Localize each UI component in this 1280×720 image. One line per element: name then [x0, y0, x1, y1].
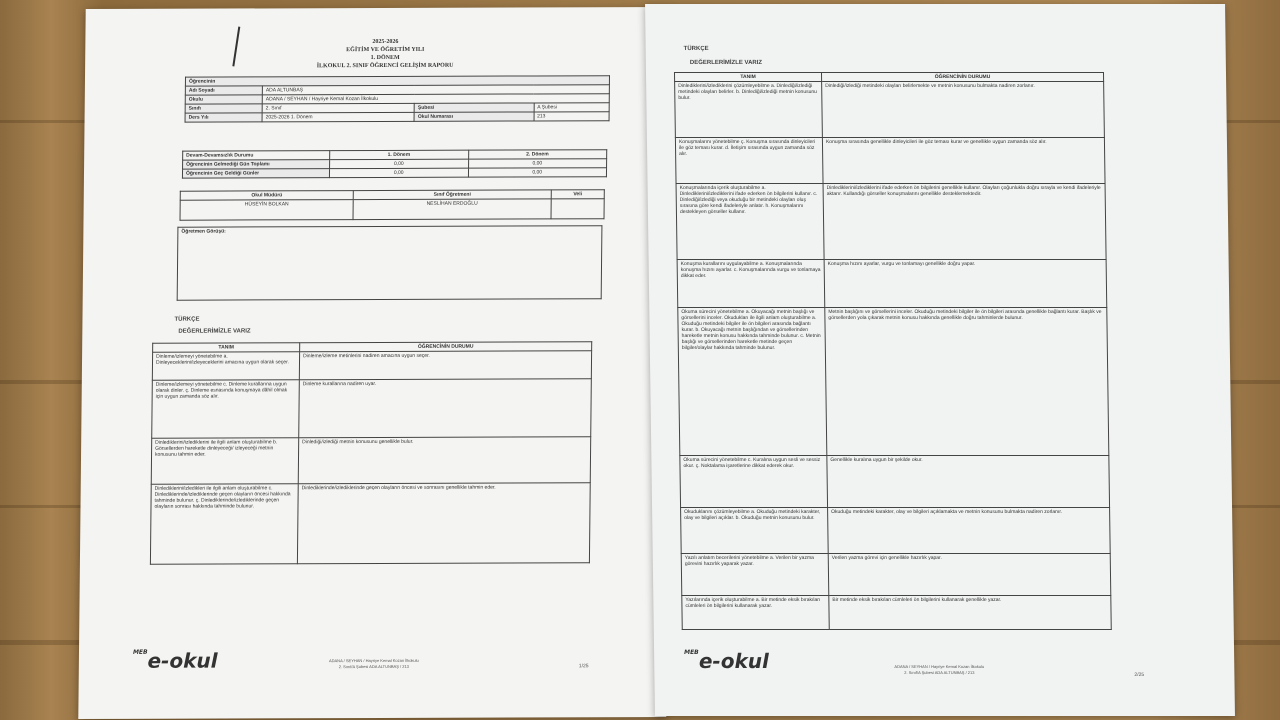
- class-value: 2. Sınıf: [262, 103, 414, 113]
- logo-sup: MEB: [684, 649, 699, 656]
- teacher-label: Sınıf Öğretmeni: [353, 190, 551, 200]
- logo-text: e-okul: [698, 649, 770, 673]
- row-status: Genellikle kuralına uygun bir şekilde okur.: [827, 456, 1110, 508]
- row-definition: Okuduklarını çözümleyebilme a. Okuduğu metindeki karakter, olay ve bilgileri açıklar. b. Okuduğu metnin konusunu bulur.: [681, 508, 829, 554]
- page-footer: [299, 658, 449, 671]
- row-definition: Dinlediklerini/izlediklerini ile ilgili anlam oluşturabilme b. Görsellerden hareketle dinleyeceği/ izleyeceği metnin konusunu tahmin eder.: [151, 438, 298, 485]
- row-definition: Dinlediklerini/izlediklerini çözümleyebilme a. Dinlediği/izlediği metindeki olayları belirler. b. Dinlediği/izlediği metnin konusunu bulur.: [675, 82, 823, 138]
- teacher-name: NESLİHAN ERDOĞLU: [353, 199, 551, 220]
- logo-text: e-okul: [147, 648, 218, 673]
- page-number: 1/25: [578, 663, 589, 670]
- name-value: ADA ALTUNBAŞ: [262, 85, 609, 95]
- row-definition: Yazılarında içerik oluşturabilme a. Bir metinde eksik bırakılan cümleleri ön bilgilerini kullanarak yazar.: [682, 596, 829, 630]
- col-status: ÖĞRENCİNİN DURUMU: [821, 73, 1103, 82]
- row-status: Okuduğu metindeki karakter, olay ve bilgileri açıklamakta ve metnin konusunu bulmakta nadiren zorlanır.: [828, 508, 1111, 554]
- absent-days-term1: 0,00: [330, 159, 469, 168]
- e-okul-logo: [684, 649, 769, 673]
- header-term: 1. DÖNEM: [370, 54, 400, 62]
- parent-signature: [551, 199, 604, 219]
- row-status: Dinlediklerinde/izlediklerinde geçen olayların öncesi ve sonrasını genellikle tahmin eder.: [297, 483, 590, 564]
- row-status: Konuşma sırasında genellikle dinleyicileri ile göz teması kurar ve genellikle uygun zamanda söz alır.: [822, 138, 1105, 184]
- class-label: Sınıfı: [185, 104, 262, 113]
- row-definition: Konuşmalarında içerik oluşturabilme a. Dinlediklerini/izlediklerini ifade ederken ön bilgilerini kullanır. c. Dinlediği/izlediği veya okuduğu bir metindeki olayları oluş sırasına göre kendi ifadeleriyle anlatır. h. Konuşmalarını destekleyen görseller kullanır.: [676, 184, 824, 260]
- branch-label: Şubesi: [414, 103, 533, 112]
- row-definition: Konuşma kurallarını uygulayabilme a. Konuşmalarında konuşma hızını ayarlar. c. Konuşmalarında vurgu ve tonlamaya dikkat eder.: [677, 260, 825, 308]
- student-info-table: [185, 75, 610, 122]
- principal-label: Okul Müdürü: [180, 191, 353, 201]
- col-definition: TANIM: [153, 343, 300, 353]
- teacher-opinion-box: [177, 225, 603, 300]
- header-year: 2025-2026: [372, 38, 399, 46]
- absent-days-term2: 0,00: [468, 159, 607, 168]
- attendance-col2: 2. Dönem: [468, 150, 607, 159]
- footer-school: ADANA / SEYHAN / Hayriye Kemal Kozan İlkokulu: [328, 657, 419, 664]
- parent-label: Veli: [551, 190, 604, 199]
- row-status: Bir metinde eksik bırakılan cümleleri ön bilgilerini kullanarak genellikle yazar.: [829, 596, 1111, 630]
- attendance-col1: 1. Dönem: [330, 150, 469, 159]
- subsection-title: DEĞERLERİMİZLE VARIZ: [178, 328, 251, 335]
- row-definition: Dinleme/izlemeyi yönetebilme a. Dinleyeceklerini/izleyeceklerini amacına uygun olarak seçer.: [152, 352, 299, 381]
- subsection-title: DEĞERLERİMİZLE VARIZ: [689, 60, 763, 66]
- subject-title: TÜRKÇE: [683, 46, 709, 52]
- year-value: 2025-2026 1. Dönem: [262, 112, 414, 122]
- late-days-label: Öğrencinin Geç Geldiği Günler: [182, 169, 329, 179]
- e-okul-logo: [133, 649, 218, 673]
- report-page-1: [78, 7, 673, 719]
- row-status: Dinlediği/izlediği metindeki olayları belirlemekte ve metnin konusunu bulmakta nadiren zorlanır.: [822, 82, 1105, 138]
- branch-value: A Şubesi: [534, 103, 610, 112]
- page-footer: [864, 664, 1014, 676]
- teacher-opinion-label: Öğretmen Görüşü:: [177, 226, 602, 300]
- late-days-term1: 0,00: [329, 168, 468, 177]
- header-edu-year: EĞİTİM VE ÖĞRETİM YILI: [346, 46, 425, 54]
- row-status: Dinleme/izleme metinlerini nadiren amacına uygun seçer.: [299, 351, 591, 380]
- row-definition: Okuma sürecini yönetebilme a. Okuyacağı metnin başlığı ve görsellerini inceler. Okudukları ile ilgili anlam oluşturabilme a. Okuduğu metindeki bilgiler ile ön bilgileri arasında bağlantı kurar. b. Okuyacağı metnin başlığından ve görsellerinden hareketle metnin konusu hakkında tahminde bulunur. c. Metnin başlığı ve görsellerinden hareketle metinde geçen bilgiler/olaylar hakkında tahminde bulunur.: [678, 308, 827, 456]
- attendance-table: [182, 149, 607, 178]
- row-status: Metnin başlığını ve görsellerini inceler. Okuduğu metindeki bilgiler ile ön bilgileri arasında genellikle bağlantı kurar. Başlık ve görsellerden yola çıkarak metnin konusu hakkında genellikle doğru tahminlerde bulunur.: [825, 308, 1109, 456]
- row-status: Dinlediği/izlediği metnin konusunu genellikle bulur.: [298, 437, 590, 484]
- late-days-term2: 0,00: [468, 168, 607, 177]
- row-status: Verilen yazma görevi için genellikle hazırlık yapar.: [828, 554, 1111, 596]
- footer-student: 2. Sınıf/A Şubesi ADA ALTUNBAŞ / 213: [904, 670, 975, 675]
- report-header: [235, 37, 535, 70]
- row-status: Dinleme kurallarına nadiren uyar.: [299, 379, 592, 438]
- number-value: 213: [534, 112, 610, 121]
- row-status: Dinlediklerini/izlediklerini ifade ederken ön bilgilerini genellikle kullanır. Olayları çoğunlukla doğru sırayla ve kendi ifadeleriyle aktarır. Kullandığı görseller konuşmalarını genellikle desteklemektedir.: [823, 184, 1106, 260]
- footer-student: 2. Sınıf/A Şubesi ADA ALTUNBAŞ / 213: [338, 663, 409, 670]
- school-value: ADANA / SEYHAN / Hayriye Kemal Kozan İlkokulu: [262, 94, 609, 104]
- signature-table: [179, 189, 604, 220]
- col-definition: TANIM: [674, 73, 821, 82]
- year-label: Ders Yılı: [185, 113, 262, 122]
- col-status: ÖĞRENCİNİN DURUMU: [300, 342, 592, 352]
- name-label: Adı Soyadı: [185, 86, 262, 95]
- footer-school: ADANA / SEYHAN / Hayriye Kemal Kozan İlkokulu: [894, 664, 985, 669]
- row-status: Konuşma hızını ayarlar, vurgu ve tonlamayı genellikle doğru yapar.: [824, 260, 1107, 308]
- school-label: Okulu: [185, 95, 262, 104]
- row-definition: Dinlediklerini/izledikleri ile ilgili anlam oluşturabilme c. Dinlediklerinde/izlediklerinde geçen olayların öncesi hakkında tahminde bulunur. ç. Dinlediklerinde/izlediklerinde geçen olayların sonrası hakkında tahminde bulunur.: [150, 484, 298, 565]
- header-title: İLKOKUL 2. SINIF ÖĞRENCİ GELİŞİM RAPORU: [316, 62, 454, 70]
- assessment-table-2: [674, 72, 1112, 630]
- row-definition: Yazılı anlatım becerilerini yönetebilme a. Verilen bir yazma görevini hazırlık yaparak yazar.: [681, 554, 829, 596]
- row-definition: Konuşmalarını yönetebilme ç. Konuşma sırasında dinleyicileri ile göz teması kurar. d. İletişim sırasında uygun zamanda söz alır.: [675, 138, 823, 184]
- row-definition: Okuma sürecini yönetebilme c. Kuralına uygun sesli ve sessiz okur. ç. Noktalama işaretlerine dikkat ederek okur.: [680, 456, 828, 508]
- absent-days-label: Öğrencinin Gelmediği Gün Toplamı: [183, 160, 330, 170]
- assessment-table-1: [150, 341, 592, 565]
- student-section-title: Öğrencinin: [185, 76, 609, 86]
- row-definition: Dinleme/izlemeyi yönetebilme c. Dinleme kurallarına uygun olarak dinler. ç. Dinleme esnasında konuşmaya dâhil olmak için uygun zamanda söz alır.: [152, 380, 300, 439]
- logo-sup: MEB: [132, 648, 148, 656]
- principal-name: HÜSEYİN BOLKAN: [180, 200, 353, 221]
- attendance-title: Devam-Devamsızlık Durumu: [183, 151, 330, 161]
- subject-title: TÜRKÇE: [174, 316, 200, 323]
- page-number: 2/25: [1134, 672, 1145, 678]
- report-page-2: [645, 4, 1235, 716]
- number-label: Okul Numarası: [414, 112, 533, 121]
